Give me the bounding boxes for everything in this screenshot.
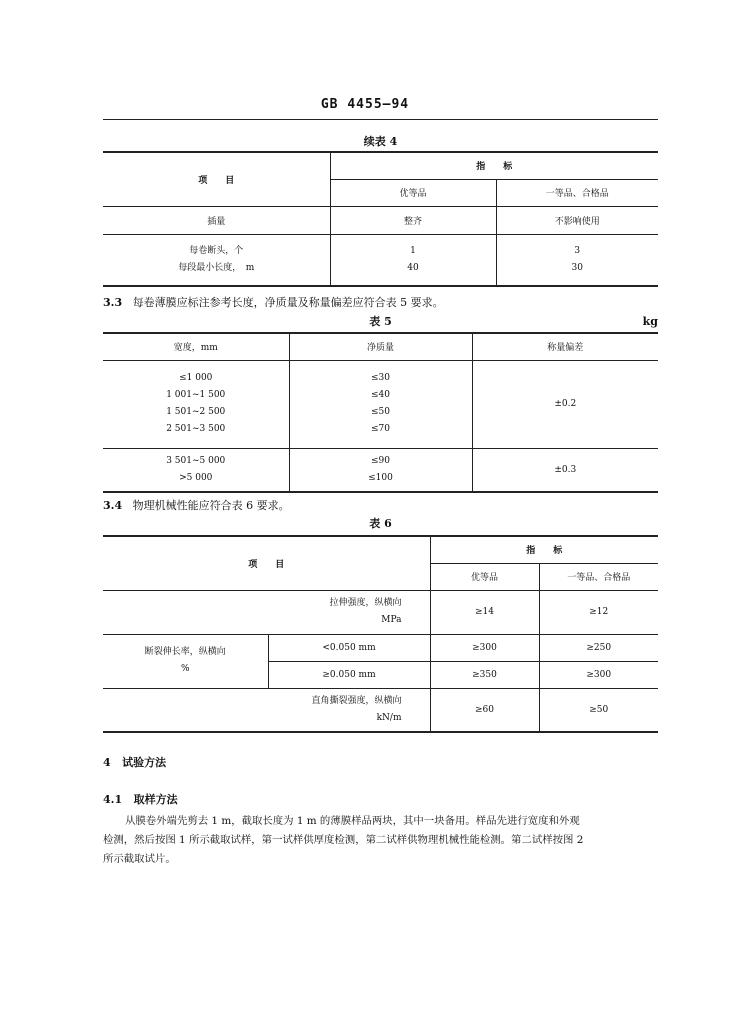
- table4-caption: 续表 4: [363, 135, 398, 148]
- table5-header-deviation: 称量偏差: [472, 333, 658, 360]
- table5-width-3: 1 501~2 500: [166, 407, 226, 417]
- table5-mass-1: ≤30: [371, 373, 390, 383]
- standard-number: GB 4455—94: [320, 97, 410, 112]
- table4-index-header: 指 标: [330, 152, 658, 179]
- section-4-title: 试验方法: [122, 756, 167, 769]
- section-3-4: [103, 497, 290, 513]
- section-4-1-line-3: 所示截取试片。: [103, 853, 176, 865]
- table6-tensile-second: ≥12: [539, 590, 658, 634]
- table5-mass-3: ≤50: [371, 407, 390, 417]
- table6: [103, 535, 658, 733]
- table5-mass-6: ≤100: [368, 472, 393, 483]
- table6-tensile-label: 拉伸强度，纵横向: [329, 598, 402, 608]
- table5-mass-4: ≤70: [371, 424, 390, 434]
- header-rule: [103, 119, 658, 120]
- table6-tear-unit: kN/m: [376, 712, 402, 723]
- section-3-3-number: 3.3: [103, 296, 123, 309]
- section-3-3: [103, 294, 444, 310]
- table6-elongation-first-2: ≥350: [430, 661, 539, 688]
- table5-unit: kg: [642, 315, 658, 328]
- table6-tear-first: ≥60: [430, 688, 539, 732]
- table4-minlen-first: 40: [407, 262, 419, 273]
- table5-header-mass: 净质量: [289, 333, 472, 360]
- table6-elongation-cond-1: <0.050 mm: [268, 634, 430, 661]
- table6-elongation-second-1: ≥250: [539, 634, 658, 661]
- table5-mass-2: ≤40: [371, 390, 390, 400]
- table4-row-first: 整齐: [330, 206, 496, 234]
- table6-caption: 表 6: [369, 517, 392, 530]
- section-4-1-line-2: 检测，然后按图 1 所示截取试样，第一试样供厚度检测，第二试样供物理机械性能检测。第二试样按图 2: [103, 834, 584, 846]
- table6-elongation-second-2: ≥300: [539, 661, 658, 688]
- table4-break-item: 每卷断头，个: [189, 245, 244, 256]
- table6-elongation-first-1: ≥300: [430, 634, 539, 661]
- table4: [103, 151, 658, 287]
- table5-width-6: >5 000: [179, 472, 213, 483]
- section-4-1-heading: [103, 791, 178, 807]
- table5-width-1: ≤1 000: [179, 373, 213, 383]
- table5-header-width: 宽度，mm: [103, 333, 289, 360]
- table5-width-5: 3 501~5 000: [166, 455, 226, 466]
- table6-elongation-cond-2: ≥0.050 mm: [268, 661, 430, 688]
- table4-minlen-item: 每段最小长度， m: [178, 262, 255, 273]
- table5-deviation-1: ±0.2: [472, 360, 658, 448]
- table5: [103, 332, 658, 493]
- table6-tensile-unit: MPa: [381, 615, 402, 625]
- section-4-number: 4: [103, 756, 111, 769]
- table4-minlen-second: 30: [571, 262, 583, 273]
- table4-col-second: 一等品、合格品: [496, 179, 658, 206]
- table6-tear-second: ≥50: [539, 688, 658, 732]
- table5-width-2: 1 001~1 500: [166, 390, 226, 400]
- section-3-4-number: 3.4: [103, 499, 123, 512]
- table6-tear-label: 直角撕裂强度，纵横向: [311, 695, 402, 706]
- table4-break-second: 3: [574, 245, 581, 256]
- table4-break-first: 1: [410, 245, 416, 256]
- section-3-4-text: 物理机械性能应符合表 6 要求。: [132, 499, 290, 512]
- section-3-3-text: 每卷薄膜应标注参考长度，净质量及称量偏差应符合表 5 要求。: [132, 296, 444, 309]
- section-4-1-body: [103, 812, 658, 869]
- table6-tensile-first: ≥14: [430, 590, 539, 634]
- table4-row-item: 插量: [103, 206, 330, 234]
- table5-caption: 表 5: [369, 315, 392, 328]
- section-4-1-line-1: 从膜卷外端先剪去 1 m，截取长度为 1 m 的薄膜样品两块，其中一块备用。样品先进行宽度和外观: [125, 815, 580, 827]
- table5-width-4: 2 501~3 500: [166, 424, 226, 434]
- section-4-1-number: 4.1: [103, 793, 123, 806]
- table6-elongation-label: 断裂伸长率，纵横向: [144, 647, 226, 657]
- table5-deviation-2: ±0.3: [472, 448, 658, 492]
- section-4-heading: [103, 754, 166, 770]
- table6-col-second: 一等品、合格品: [539, 563, 658, 590]
- table6-elongation-unit: %: [180, 664, 190, 674]
- table5-mass-5: ≤90: [371, 455, 390, 466]
- table4-col-first: 优等品: [330, 179, 496, 206]
- table6-index-header: 指 标: [430, 536, 658, 563]
- table6-col-first: 优等品: [430, 563, 539, 590]
- table6-item-header: 项 目: [103, 536, 430, 590]
- section-4-1-title: 取样方法: [133, 793, 178, 806]
- table4-item-header: 项 目: [103, 152, 330, 206]
- table4-row-second: 不影响使用: [496, 206, 658, 234]
